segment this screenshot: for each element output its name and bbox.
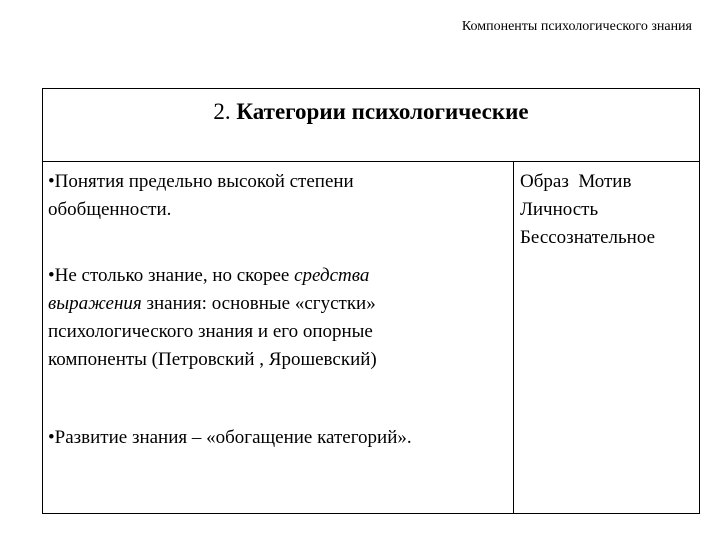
description-cell (43, 162, 514, 513)
text-line: психологического знания и его опорные (48, 321, 373, 342)
bullet-point-development (48, 424, 412, 452)
concept-item: Личность (520, 199, 599, 220)
concept-item: Бессознательное (520, 227, 656, 248)
italic-segment: выражения (48, 293, 142, 314)
italic-segment: средства (294, 265, 370, 286)
text-line (48, 168, 354, 196)
bullet-point-definition (48, 168, 354, 224)
concepts-list (520, 168, 655, 252)
title-text: Категории психологические (236, 99, 529, 124)
text-line (48, 290, 377, 318)
title-number: 2. (213, 99, 231, 124)
categories-table (42, 88, 700, 514)
concept-item: Образ (520, 171, 569, 192)
text-line: компоненты (Петровский , Ярошевский) (48, 349, 377, 370)
bullet-marker: • (48, 171, 55, 192)
text-line: обобщенности. (48, 199, 172, 220)
text-segment: Не столько знание, но скорее (54, 265, 295, 286)
bullet-point-means (48, 262, 377, 374)
concepts-cell (514, 162, 699, 513)
table-title (43, 98, 699, 126)
bullet-marker: • (48, 427, 55, 448)
text-segment: Развитие знания – «обогащение категорий». (54, 427, 412, 448)
concept-item: Мотив (578, 171, 632, 192)
text-segment: знания: основные «сгустки» (141, 293, 376, 314)
text-line (48, 424, 412, 452)
page-header: Компоненты психологического знания (461, 19, 692, 34)
text-segment: Понятия предельно высокой степени (54, 171, 354, 192)
text-line (520, 168, 655, 196)
text-line (48, 262, 377, 290)
table-title-row (43, 89, 699, 162)
bullet-marker: • (48, 265, 55, 286)
